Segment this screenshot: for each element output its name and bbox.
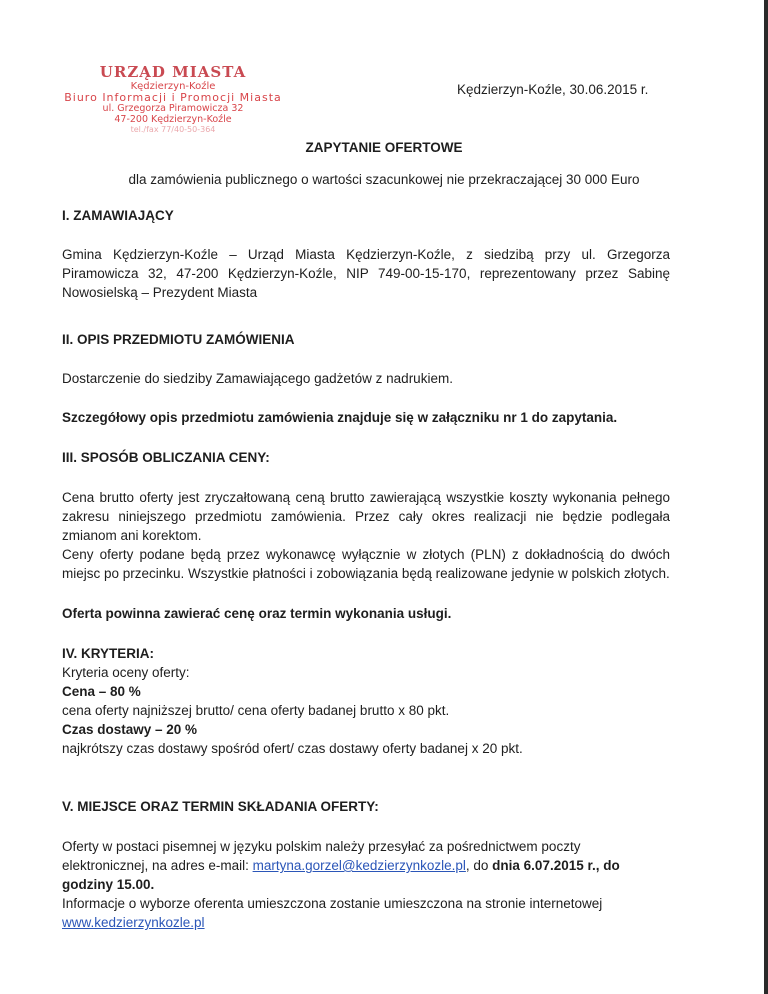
criterion-delivery-label: Czas dostawy – 20 % (62, 722, 198, 737)
section3-heading: III. SPOSÓB OBLICZANIA CENY: (62, 450, 270, 465)
stamp-title: URZĄD MIASTA (99, 63, 247, 81)
section2-text: Dostarczenie do siedziby Zamawiającego gadżetów z nadrukiem. (62, 371, 453, 386)
email-link[interactable]: martyna.gorzel@kedzierzynkozle.pl (252, 858, 466, 873)
office-stamp (48, 64, 298, 135)
section5-info-text: Informacje o wyborze oferenta umieszczona zostanie umieszczona na stronie internetowej (62, 896, 603, 911)
section1-text: Gmina Kędzierzyn-Koźle – Urząd Miasta Kędzierzyn-Koźle, z siedzibą przy ul. Grzegorza Piramowicza 32, 47-200 Kędzierzyn-Koźle, NIP 749-00-15-170, reprezentowany przez Sabinę Nowosielską – Prezydent Miasta (62, 247, 670, 300)
stamp-street: ul. Grzegorza Piramowicza 32 (102, 103, 244, 115)
section5-text-after-email: , do (465, 858, 493, 873)
stamp-office: Biuro Informacji i Promocji Miasta (64, 90, 282, 104)
stamp-phone: tel./fax 77/40-50-364 (130, 124, 216, 134)
criterion-price-formula: cena oferty najniższej brutto/ cena oferty badanej brutto x 80 pkt. (62, 703, 450, 718)
website-link[interactable]: www.kedzierzynkozle.pl (62, 915, 205, 930)
criterion-delivery-formula: najkrótszy czas dostawy spośród ofert/ czas dostawy oferty badanej x 20 pkt. (62, 741, 523, 756)
date-line: Kędzierzyn-Koźle, 30.06.2015 r. (457, 82, 649, 97)
document-title: ZAPYTANIE OFERTOWE (305, 140, 463, 155)
deadline: dnia 6.07.2015 r., do godziny 15.00. (62, 858, 620, 892)
stamp-city: Kędzierzyn-Koźle (130, 80, 216, 92)
section3-para2: Ceny oferty podane będą przez wykonawcę wyłącznie w złotych (PLN) z dokładnością do dwóch miejsc po przecinku. Wszystkie płatności i zobowiązania będą realizowane jedynie w polskich złotych. (62, 547, 670, 581)
section4-heading: IV. KRYTERIA: (62, 646, 155, 661)
section1-heading: I. ZAMAWIAJĄCY (62, 208, 174, 223)
document-subtitle: dla zamówienia publicznego o wartości szacunkowej nie przekraczającej 30 000 Euro (128, 172, 640, 187)
section3-para1: Cena brutto oferty jest zryczałtowaną ceną brutto zawierającą wszystkie koszty wykonania pełnego zakresu niniejszego przedmiotu zamówienia. Przez cały okres realizacji nie będzie podlegała zmianom ani korektom. (62, 490, 670, 543)
section4-intro: Kryteria oceny oferty: (62, 665, 190, 680)
stamp-postcode: 47-200 Kędzierzyn-Koźle (114, 113, 232, 125)
section3-bold-text: Oferta powinna zawierać cenę oraz termin wykonania usługi. (62, 606, 452, 621)
document-body (62, 206, 670, 932)
section5-text-before-email: Oferty w postaci pisemnej w języku polskim należy przesyłać za pośrednictwem poczty elektronicznej, na adres e-mail: (62, 839, 581, 873)
criterion-price-label: Cena – 80 % (62, 684, 141, 699)
section5-heading: V. MIEJSCE ORAZ TERMIN SKŁADANIA OFERTY: (62, 799, 379, 814)
section2-heading: II. OPIS PRZEDMIOTU ZAMÓWIENIA (62, 332, 295, 347)
section5-text (62, 837, 670, 894)
section2-bold-text: Szczegółowy opis przedmiotu zamówienia znajduje się w załączniku nr 1 do zapytania. (62, 410, 618, 425)
